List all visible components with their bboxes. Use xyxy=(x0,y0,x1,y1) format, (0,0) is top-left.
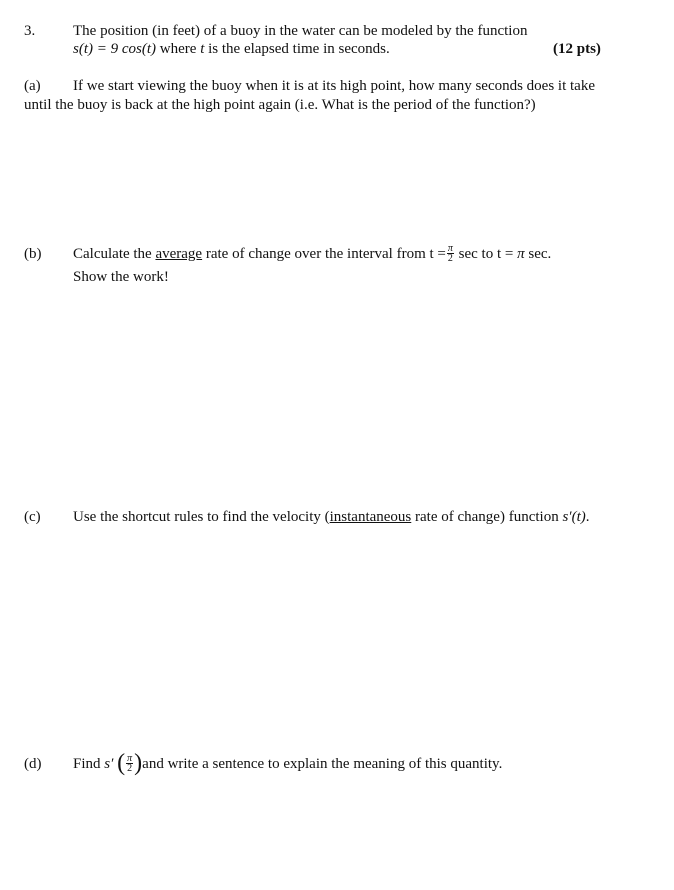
pi-symbol: π xyxy=(517,246,525,262)
part-b-label: (b) xyxy=(24,246,42,262)
part-b-text-4: sec. xyxy=(524,246,552,262)
pi-over-2-fraction xyxy=(447,244,454,263)
fraction-denominator-d: 2 xyxy=(127,763,133,775)
part-c-text-3: . xyxy=(585,509,590,525)
part-a-label: (a) xyxy=(24,78,41,94)
part-c-text-1: Use the shortcut rules to find the velocity ( xyxy=(73,509,330,525)
instantaneous-underlined: instantaneous xyxy=(329,509,412,525)
time-variable: t xyxy=(200,41,205,57)
problem-statement-line1: The position (in feet) of a buoy in the water can be modeled by the function xyxy=(73,23,528,39)
part-d-question xyxy=(73,749,503,776)
fraction-numerator: π xyxy=(447,243,453,255)
part-d-text-2: and write a sentence to explain the meaning of this quantity. xyxy=(142,756,503,772)
elapsed-time-text: is the elapsed time in seconds. xyxy=(204,41,390,57)
part-c-label: (c) xyxy=(24,509,41,525)
fraction-denominator: 2 xyxy=(447,253,453,265)
average-underlined: average xyxy=(155,246,203,262)
left-paren: ( xyxy=(117,749,126,776)
velocity-function: s′(t) xyxy=(562,509,586,525)
fraction-numerator-d: π xyxy=(127,753,133,765)
part-b-question-line2: Show the work! xyxy=(73,269,169,285)
part-b-text-1: Calculate the xyxy=(73,246,156,262)
problem-number: 3. xyxy=(24,23,36,39)
position-function: s(t) = 9 cos(t) xyxy=(73,41,157,57)
problem-statement-line2 xyxy=(73,40,390,58)
part-c-question xyxy=(73,508,589,526)
part-b-text-3: sec to t = xyxy=(454,246,518,262)
part-a-question-line2: until the buoy is back at the high point again (i.e. What is the period of the function?) xyxy=(24,97,536,113)
where-text: where xyxy=(156,41,201,57)
part-d-label: (d) xyxy=(24,756,42,772)
part-b-text-2: rate of change over the interval from t = xyxy=(202,246,446,262)
part-b-question-line1 xyxy=(73,245,551,264)
derivative-symbol: s′ xyxy=(104,756,114,772)
points-label: (12 pts) xyxy=(553,41,601,57)
part-c-text-2: rate of change) function xyxy=(411,509,563,525)
pi-over-2-fraction-d xyxy=(126,754,133,773)
right-paren: ) xyxy=(134,749,143,776)
part-d-text-1: Find xyxy=(73,756,105,772)
part-a-question-line1: If we start viewing the buoy when it is at its high point, how many seconds does it take xyxy=(73,78,595,94)
